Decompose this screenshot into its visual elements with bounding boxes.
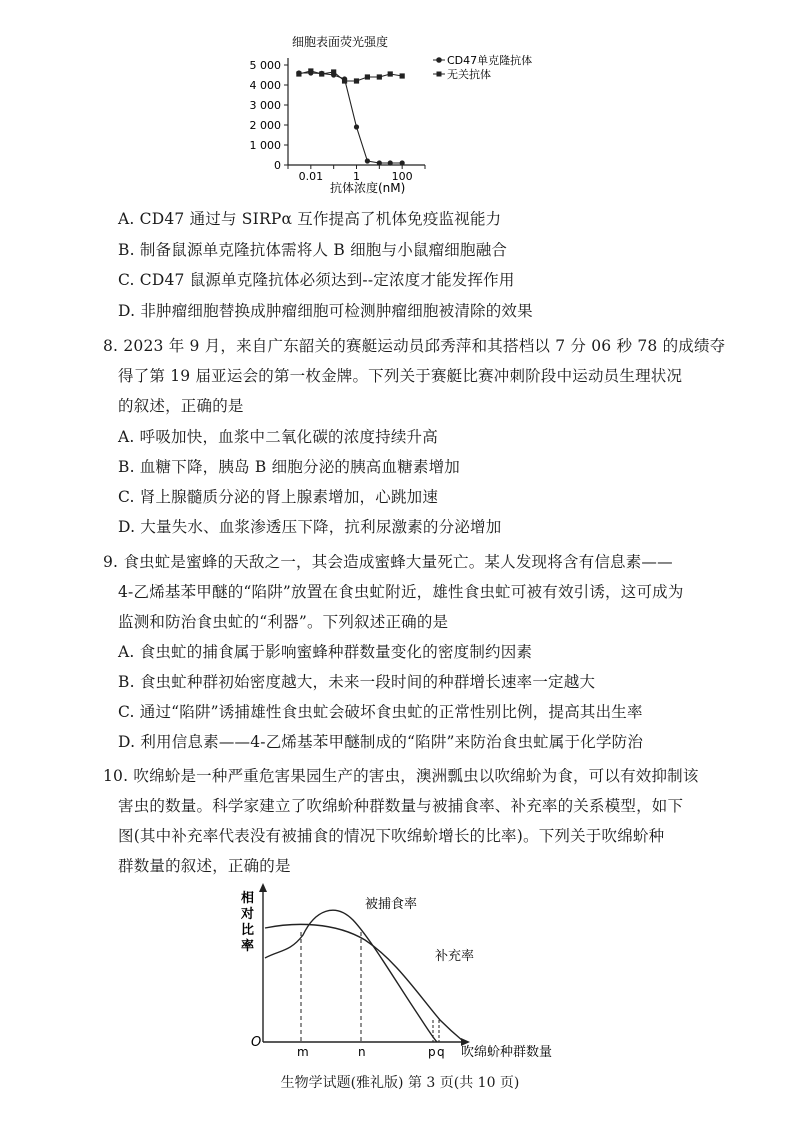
unrelated-data-point [319,71,324,76]
predation-rate-curve [265,910,437,1042]
q7-option-b: B. 制备鼠源单克隆抗体需将人 B 细胞与小鼠瘤细胞融合 [118,241,508,259]
legend-item-cd47: CD47单克隆抗体 [447,54,533,67]
legend-item-unrelated: 无关抗体 [447,68,491,81]
unrelated-data-point [296,71,301,76]
predation-rate-label: 被捕食率 [365,897,418,912]
q8-stem-line-2: 得了第 19 届亚运会的第一枚金牌。下列关于赛艇比赛冲刺阶段中运动员生理状况 [118,367,683,385]
chart2-xlabel: 吹绵蚧种群数量 [461,1045,553,1060]
point-label-m: m [297,1045,309,1059]
q9-option-b: B. 食虫虻种群初始密度越大，未来一段时间的种群增长速率一定越大 [118,673,596,691]
q7-option-a: A. CD47 通过与 SIRPα 互作提高了机体免疫监视能力 [118,210,502,228]
chart1-ytick-label: 1 000 [249,139,281,152]
unrelated-series-line [299,71,402,81]
population-model-chart [225,880,575,1065]
legend-marker-square [437,72,442,77]
chart1-xtick-label: 1 [353,170,360,183]
q9-option-c: C. 通过“陷阱”诱捕雄性食虫虻会破坏食虫虻的正常性别比例，提高其出生率 [118,703,643,721]
unrelated-data-point [388,71,393,76]
chart1-ytick-label: 2 000 [249,119,281,132]
replenishment-rate-label: 补充率 [435,949,475,964]
cd47-data-point [400,160,405,165]
q8-option-b: B. 血糖下降，胰岛 B 细胞分泌的胰高血糖素增加 [118,458,460,476]
chart1-ytick-label: 3 000 [249,99,281,112]
unrelated-data-point [400,73,405,78]
unrelated-data-point [342,78,347,83]
chart1-xtick-label: 0.01 [298,170,324,183]
legend-marker-circle [436,57,442,63]
chart1-ytick-label: 4 000 [249,79,281,92]
cd47-series-line [299,73,402,163]
chart1-legend [433,53,532,81]
unrelated-data-point [308,68,313,73]
chart2-y-arrow [259,883,267,892]
q10-stem-line-4: 群数量的叙述，正确的是 [118,857,291,875]
q9-stem-line-1: 9. 食虫虻是蜜蜂的天敌之一，其会造成蜜蜂大量死亡。某人发现将含有信息素—— [103,553,673,571]
chart2-ylabel [240,890,254,954]
point-label-q: q [437,1045,445,1059]
unrelated-data-point [365,74,370,79]
q10-stem-line-2: 害虫的数量。科学家建立了吹绵蚧种群数量与被捕食率、补充率的关系模型，如下 [118,797,684,815]
q8-stem-line-1: 8. 2023 年 9 月，来自广东韶关的赛艇运动员邱秀萍和其搭档以 7 分 06 秒 78 的成绩夺 [103,337,726,355]
cd47-data-point [354,124,359,129]
q7-option-c: C. CD47 鼠源单克隆抗体必须达到--定浓度才能发挥作用 [118,271,515,289]
point-label-n: n [358,1045,366,1059]
chart2-origin: O [251,1035,262,1050]
chart1-ytick-label: 0 [274,159,281,172]
chart2-ylabel-char: 率 [241,939,255,954]
cd47-data-point [377,160,382,165]
chart1-xtick-label: 100 [391,170,413,183]
q9-stem-line-2: 4-乙烯基苯甲醚的“陷阱”放置在食虫虻附近，雄性食虫虻可被有效引诱，这可成为 [118,583,684,601]
q9-option-d: D. 利用信息素——4-乙烯基苯甲醚制成的“陷阱”来防治食虫虻属于化学防治 [118,733,644,751]
unrelated-data-point [377,74,382,79]
replenishment-rate-curve [265,924,463,1041]
fluorescence-chart [240,28,570,198]
chart2-ylabel-char: 对 [241,907,255,922]
q8-stem-line-3: 的叙述，正确的是 [118,397,244,415]
q10-stem-line-3: 图(其中补充率代表没有被捕食的情况下吹绵蚧增长的比率)。下列关于吹绵蚧种 [118,827,665,845]
point-label-p: p [428,1045,436,1059]
unrelated-data-point [331,69,336,74]
page-footer: 生物学试题(雅礼版) 第 3 页(共 10 页) [280,1075,520,1091]
chart1-ylabel: 细胞表面荧光强度 [292,35,389,49]
q7-option-d: D. 非肿瘤细胞替换成肿瘤细胞可检测肿瘤细胞被清除的效果 [118,302,533,320]
q8-option-c: C. 肾上腺髓质分泌的肾上腺素增加，心跳加速 [118,488,439,506]
q9-stem-line-3: 监测和防治食虫虻的“利器”。下列叙述正确的是 [118,613,449,631]
q9-option-a: A. 食虫虻的捕食属于影响蜜蜂种群数量变化的密度制约因素 [118,643,533,661]
q8-option-d: D. 大量失水、血浆渗透压下降，抗利尿激素的分泌增加 [118,518,502,536]
cd47-data-point [365,158,370,163]
chart1-xlabel: 抗体浓度(nM) [330,181,406,195]
chart2-ylabel-char: 比 [241,923,255,938]
cd47-data-point [388,160,393,165]
q10-stem-line-1: 10. 吹绵蚧是一种严重危害果园生产的害虫，澳洲瓢虫以吹绵蚧为食，可以有效抑制该 [103,767,699,785]
chart1-ytick-label: 5 000 [249,59,281,72]
chart2-ylabel-char: 相 [241,891,255,906]
q8-option-a: A. 呼吸加快，血浆中二氧化碳的浓度持续升高 [118,428,438,446]
unrelated-data-point [354,78,359,83]
